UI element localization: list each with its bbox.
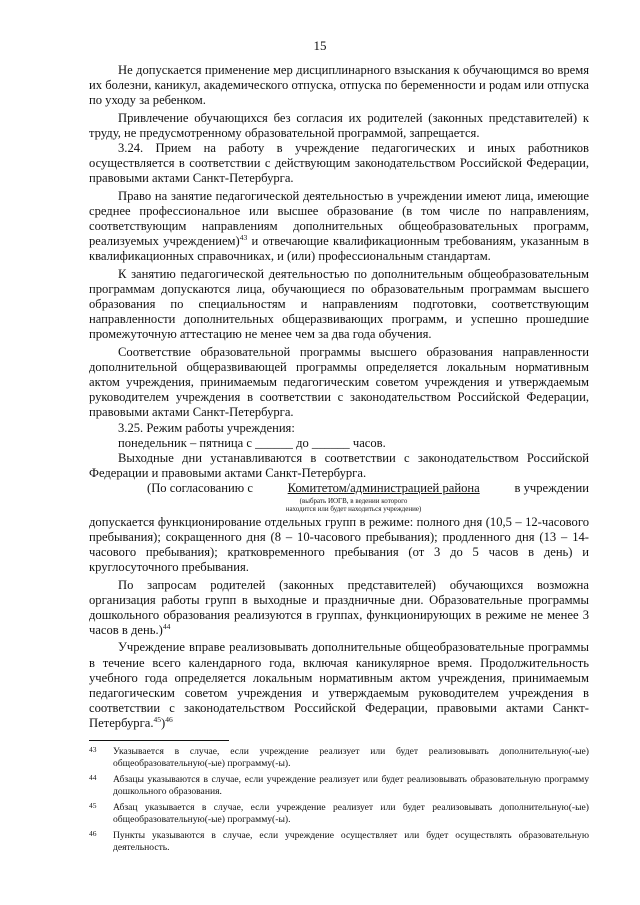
paragraph-3-24: 3.24. Прием на работу в учреждение педагогических и иных работников осуществляется в соответствии с действующим законодательством Российской Федерации, правовыми актами Санкт-Петербурга. [89, 141, 589, 186]
teaching-right-text: Право на занятие педагогической деятельностью в учреждении имеют лица, имеющие среднее профессиональное или высшее образование (в том числе по направлениям, соответствующим направлениям дополнительных общеобразовательных программ, реализуемых учреждением) [89, 188, 589, 249]
footnote-ref-46: 46 [165, 715, 173, 725]
footnote [89, 830, 589, 854]
footnote-text: Абзацы указываются в случае, если учреждение реализует или будет реализовывать образовательную программу дошкольного образования. [113, 774, 589, 797]
coordination-note-1: (выбрать ИОГВ, в ведении которого [299, 496, 408, 505]
footnote-number: 43 [89, 745, 97, 754]
paragraph-program-correspondence: Соответствие образовательной программы высшего образования направленности дополнительной общеразвивающей программы определяется локальным нормативным актом учреждения, принимаемым педагогическим советом учреждения и утверждаемым руководителем учреждения в соответствии с законодательством Российской Федерации, правовыми актами Санкт-Петербурга. [89, 344, 589, 420]
paragraph-work-hours: понедельник – пятница с ______ до ______ часов. [118, 435, 386, 450]
footnote-ref-45: 45 [153, 715, 161, 725]
footnote-divider [89, 740, 229, 741]
footnote [89, 746, 589, 770]
footnote-ref-44: 44 [162, 621, 171, 631]
footnote [89, 802, 589, 826]
footnote-ref-43: 43 [239, 233, 248, 243]
paragraph-days-off: Выходные дни устанавливаются в соответствии с законодательством Российской Федерации и правовыми актами Санкт-Петербурга. [89, 451, 589, 481]
document-body [89, 63, 589, 732]
paragraph-academic-year [89, 640, 589, 731]
footnote-text: Указывается в случае, если учреждение реализует или будет реализовывать дополнительную(-ые) общеобразовательную(-ые) программу(-ы). [113, 746, 589, 769]
coordination-prefix: (По согласованию с [147, 481, 253, 496]
closing-paren: ) [161, 716, 166, 731]
paragraph-group-modes: допускается функционирование отдельных групп в режиме: полного дня (10,5 – 12-часового пребывания); сокращенного дня (8 – 10-часового пребывания); продленного дня (13 – 14-часового пребывания); кратковременного пребывания (от 3 до 5 часов в день) и круглосуточного пребывания. [89, 514, 589, 575]
coordination-line [89, 481, 589, 496]
coordination-suffix: в учреждении [514, 481, 589, 496]
parent-requests-text: По запросам родителей (законных представителей) обучающихся возможна организация работы групп в выходные и праздничные дни. Образовательные программы дошкольного образования реализуются в группах, функционирующих в режиме не менее 3 часов в день.) [89, 577, 589, 638]
coordination-authority: Комитетом/администрацией района [287, 481, 480, 496]
page-number: 15 [313, 38, 327, 53]
footnote-number: 44 [89, 773, 97, 782]
paragraph-parent-requests [89, 578, 589, 639]
footnote-text: Пункты указываются в случае, если учреждение осуществляет или будет осуществлять образовательную деятельность. [113, 830, 589, 853]
footnotes [89, 746, 589, 858]
paragraph-students-admission: К занятию педагогической деятельностью по дополнительным общеобразовательным программам допускаются лица, обучающиеся по образовательным программам высшего образования по специальностям и направлениям подготовки, соответствующим направленности дополнительных общеразвивающих программ, и успешно прошедшие промежуточную аттестацию не менее чем за два года обучения. [89, 266, 589, 342]
paragraph-labor-consent: Привлечение обучающихся без согласия их родителей (законных представителей) к труду, не предусмотренному образовательной программой, запрещается. [89, 110, 589, 140]
coordination-note-2: находится или будет находиться учреждение) [285, 504, 422, 513]
footnote-text: Абзац указывается в случае, если учреждение реализует или будет реализовывать дополнительную(-ые) общеобразовательную(-ые) программу(-ы). [113, 802, 589, 825]
teaching-right-cont: и отвечающие квалификационным требованиям, указанным в квалификационных справочниках, и (или) профессиональным стандартам. [89, 234, 589, 264]
footnote-number: 45 [89, 801, 97, 810]
footnote [89, 774, 589, 798]
paragraph-teaching-right [89, 189, 589, 265]
paragraph-3-25: 3.25. Режим работы учреждения: [118, 420, 295, 435]
paragraph-disciplinary: Не допускается применение мер дисциплинарного взыскания к обучающимся во время их болезни, каникул, академического отпуска, отпуска по беременности и родам или отпуска по уходу за ребенком. [89, 63, 589, 108]
academic-year-text: Учреждение вправе реализовывать дополнительные общеобразовательные программы в течение всего календарного года, включая каникулярное время. Продолжительность учебного года определяется локальным нормативным актом учреждения, принимаемым педагогическим советом учреждения и утверждаемым руководителем учреждения в соответствии с законодательством Российской Федерации, правовыми актами Санкт-Петербурга. [89, 640, 589, 731]
footnote-number: 46 [89, 829, 97, 838]
